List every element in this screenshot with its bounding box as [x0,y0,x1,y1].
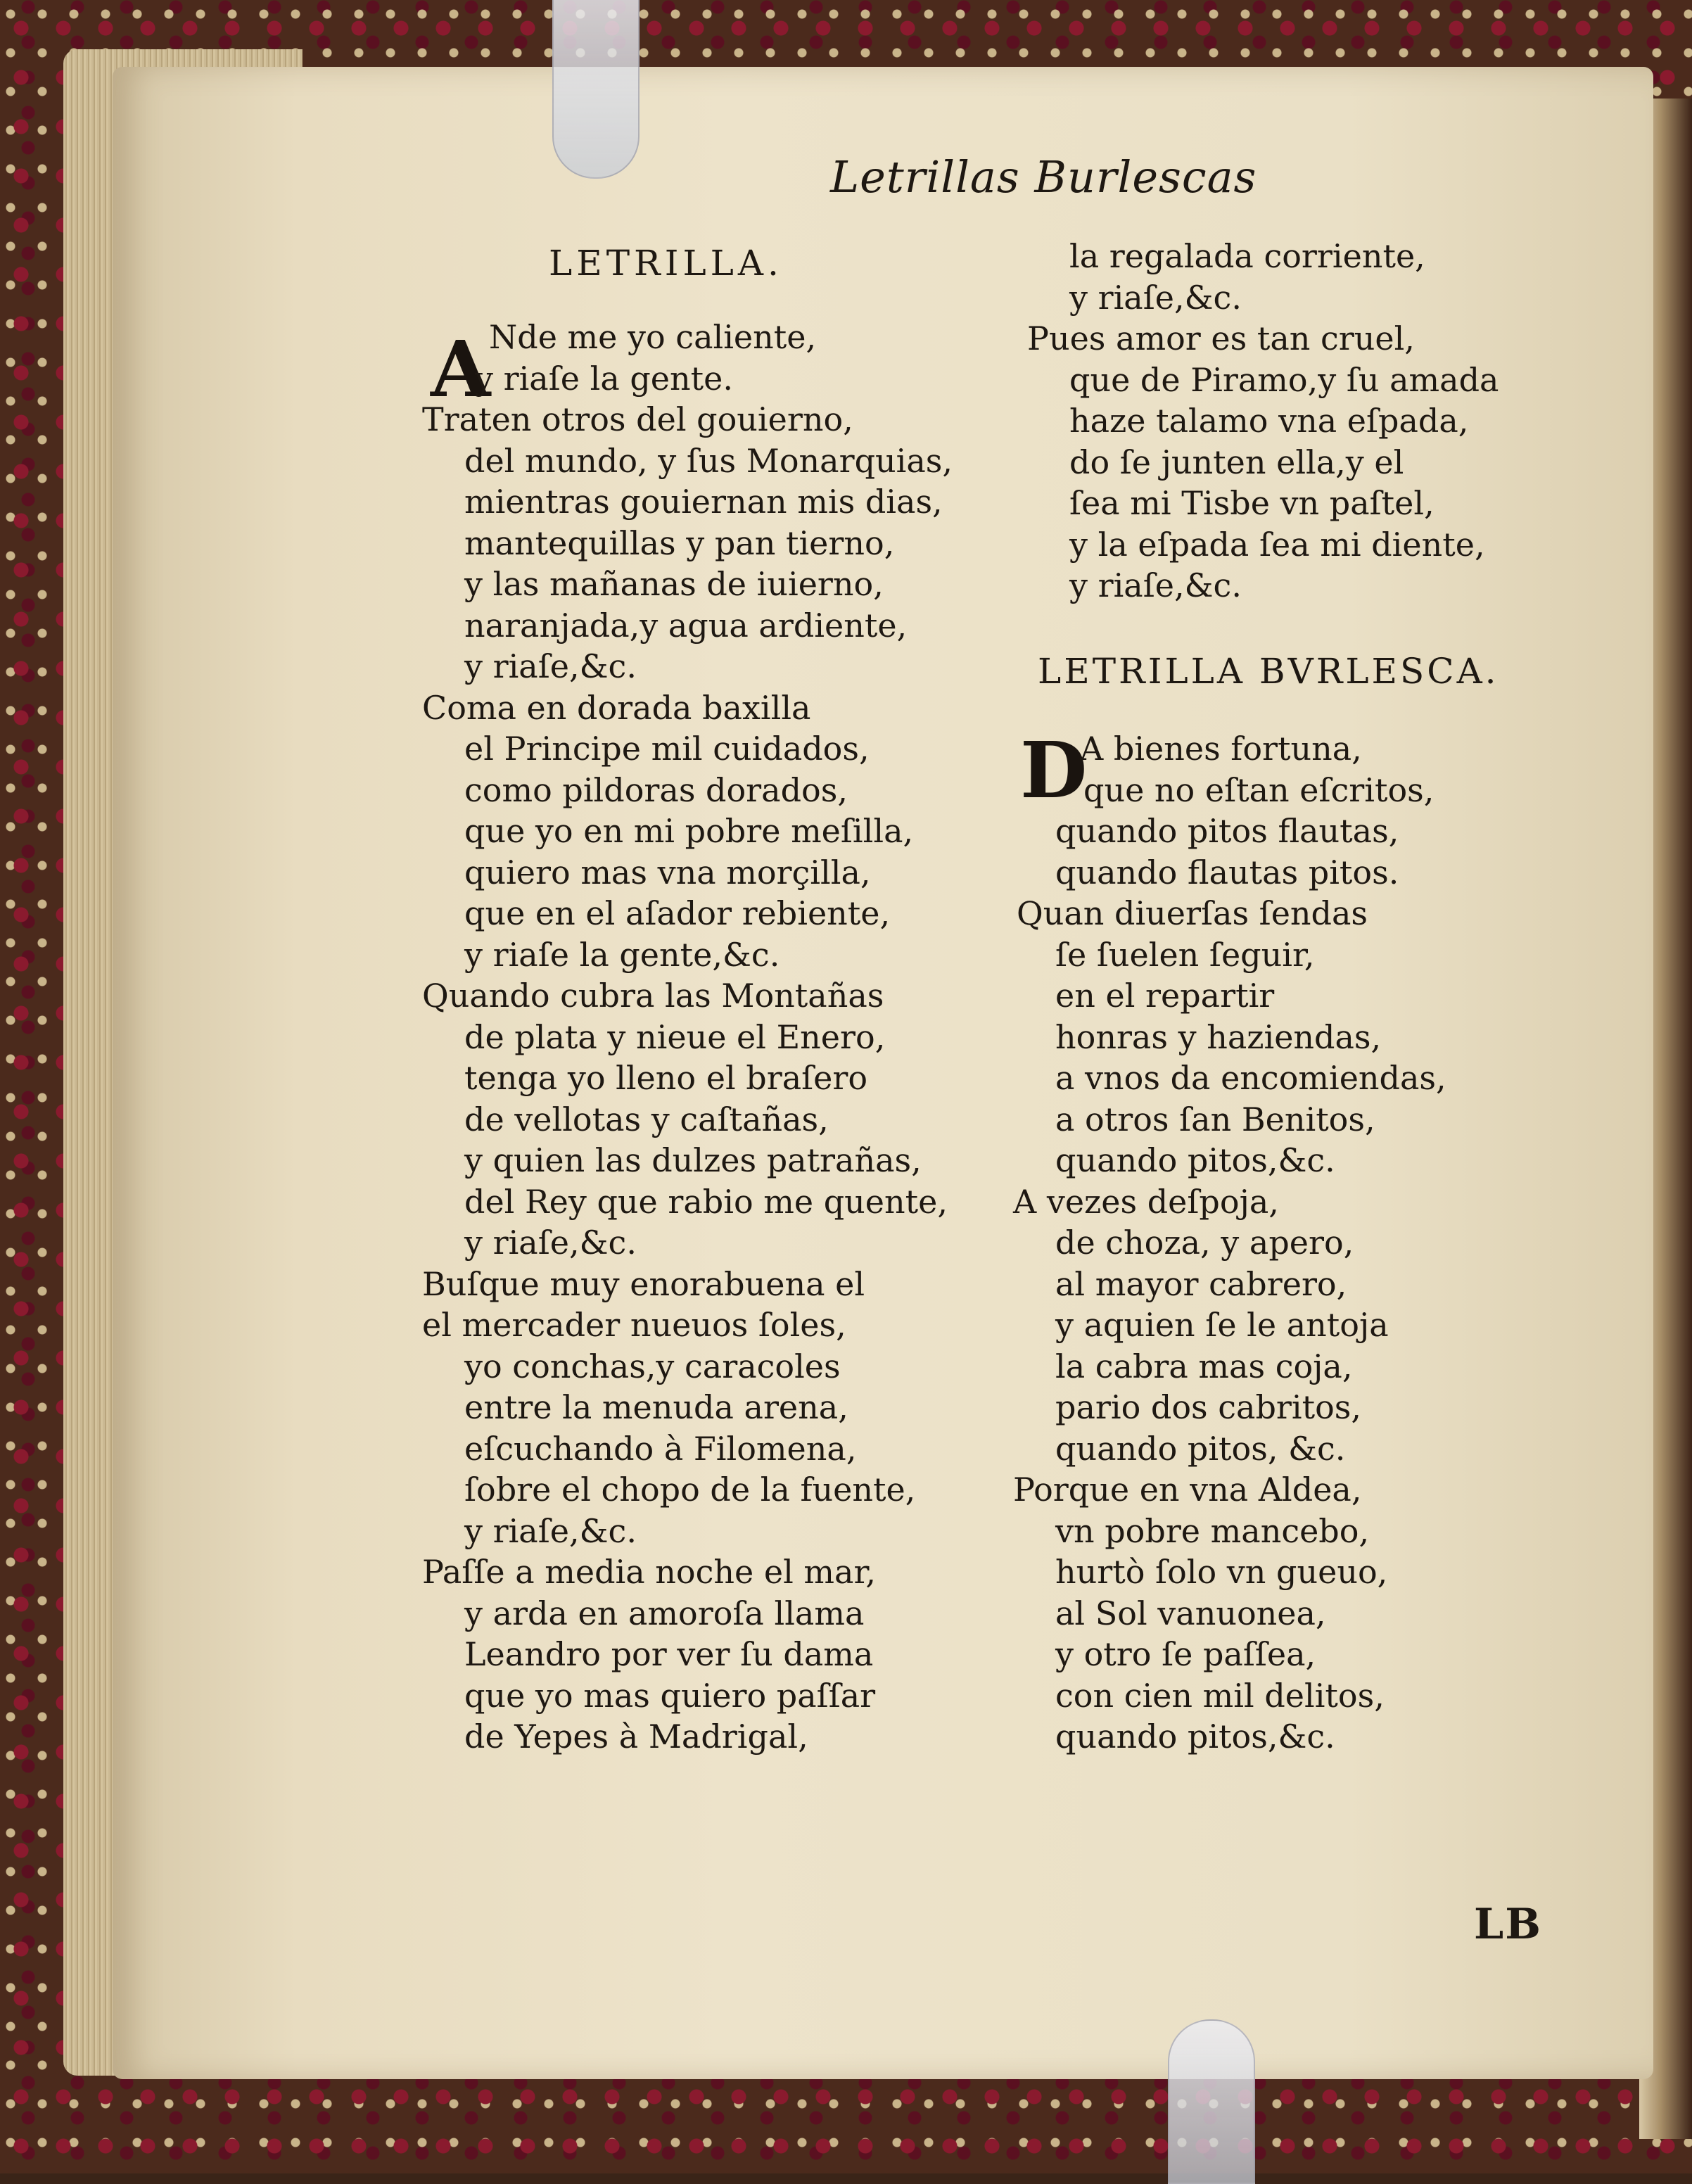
right-poem-column-continued [1013,236,1499,607]
verse-line: Coma en dorada baxilla [422,688,811,727]
verse-line: a otros ſan Benitos, [1055,1100,1375,1138]
verse-line: de choza, y apero, [1055,1224,1354,1262]
verse-line: ſobre el chopo de la fuente, [464,1471,916,1509]
verse-line: Quando cubra las Montañas [422,977,884,1015]
verse-line: el Principe mil cuidados, [464,730,870,768]
verse-line: yo conchas,y caracoles [464,1347,841,1385]
verse-line: A vezes deſpoja, [1013,1182,1279,1221]
verse-line: que en el aſador rebiente, [464,894,891,932]
verse-line: en el repartir [1055,977,1275,1015]
verse-line: del Rey que rabio me quente, [464,1182,948,1221]
verse-line: al mayor cabrero, [1055,1264,1347,1303]
verse-line: y arda en amoroſa llama [464,1594,865,1632]
verse-line: con cien mil delitos, [1055,1676,1385,1715]
verse-line: y quien las dulzes patrañas, [464,1141,922,1179]
verse-line: haze talamo vna eſpada, [1069,402,1469,440]
verse-line: ſe ſuelen ſeguir, [1055,935,1315,974]
verse-line: quiero mas vna morçilla, [464,853,871,891]
verse-line: mantequillas y pan tierno, [464,523,895,562]
book-clip-bottom [1168,2019,1255,2184]
dropcap-right: D [1020,725,1088,815]
left-poem-column [422,317,953,1758]
poem-heading-right: LETRILLA BVRLESCA. [1038,651,1499,692]
verse-line: eſcuchando à Filomena, [464,1429,857,1468]
verse-line: y riaſe,&c. [1069,566,1242,604]
verse-line: de vellotas y caſtañas, [464,1100,829,1138]
verse-line: quando pitos,&c. [1055,1141,1335,1179]
verse-line: pario dos cabritos, [1055,1388,1362,1426]
verse-line: y riaſe,&c. [464,1511,637,1550]
running-head: Letrillas Burlescas [830,151,1257,203]
book-clip-top [552,0,640,179]
verse-line: y otro ſe paſſea, [1055,1635,1316,1673]
verse-line: y riaſe,&c. [464,1224,637,1262]
verse-line: y las mañanas de iuierno, [464,565,884,603]
verse-line: Traten otros del gouierno, [422,400,853,438]
poem-heading-left: LETRILLA. [549,243,783,284]
verse-line: Quan diuerſas ſendas [1017,894,1368,932]
verse-line: como pildoras dorados, [464,770,848,809]
verse-line: el mercader nueuos ſoles, [422,1306,846,1344]
verse-line: ſea mi Tisbe vn paſtel, [1069,484,1435,522]
verse-line: quando pitos flautas, [1055,812,1399,850]
right-poem-column [1013,725,1446,1758]
verse-line: Leandro por ver ſu dama [464,1635,874,1673]
verse-line: tenga yo lleno el braſero [464,1059,868,1097]
verse-line: quando pitos, &c. [1055,1429,1346,1468]
verse-line: y riaſe la gente. [475,359,733,398]
verse-line: que yo en mi pobre meſilla, [464,812,914,850]
verse-line: al Sol vanuonea, [1055,1594,1326,1632]
verse-line: que de Piramo,y ſu amada [1069,360,1499,399]
verse-line: honras y haziendas, [1055,1017,1382,1056]
verse-line: naranjada,y agua ardiente, [464,606,908,645]
verse-line: quando flautas pitos. [1055,853,1399,891]
verse-line: quando pitos,&c. [1055,1718,1335,1756]
verse-line: hurtò ſolo vn gueuo, [1055,1553,1388,1591]
verse-line: y riaſe la gente,&c. [464,935,780,974]
dropcap-left: A [431,324,491,414]
verse-line: a vnos da encomiendas, [1055,1059,1446,1097]
verse-line: de Yepes à Madrigal, [464,1718,808,1756]
verse-line: la regalada corriente, [1069,237,1425,275]
verse-line: y la eſpada ſea mi diente, [1069,525,1485,564]
verse-line: de plata y nieue el Enero, [464,1017,886,1056]
verse-line: Porque en vna Aldea, [1013,1471,1362,1509]
verse-line: Pues amor es tan cruel, [1027,319,1415,357]
verse-line: la cabra mas coja, [1055,1347,1353,1385]
verse-line: vn pobre mancebo, [1055,1511,1370,1550]
verse-line: do ſe junten ella,y el [1069,443,1404,481]
verse-line: mientras gouiernan mis dias, [464,483,943,521]
verse-line: entre la menuda arena, [464,1388,848,1426]
verse-line: que yo mas quiero paſſar [464,1676,876,1715]
verse-line: del mundo, y ſus Monarquias, [464,441,953,480]
verse-line: que no eſtan eſcritos, [1083,770,1435,809]
verse-line: y riaſe,&c. [464,647,637,685]
verse-line: A bienes fortuna, [1080,730,1362,768]
verse-line: Nde me yo caliente, [489,318,817,356]
verse-line: y aquien ſe le antoja [1055,1306,1389,1344]
verse-line: Buſque muy enorabuena el [422,1264,865,1303]
verse-line: Paſſe a media noche el mar, [422,1553,877,1591]
signature-mark: LB [1474,1900,1542,1949]
verse-line: y riaſe,&c. [1069,278,1242,317]
